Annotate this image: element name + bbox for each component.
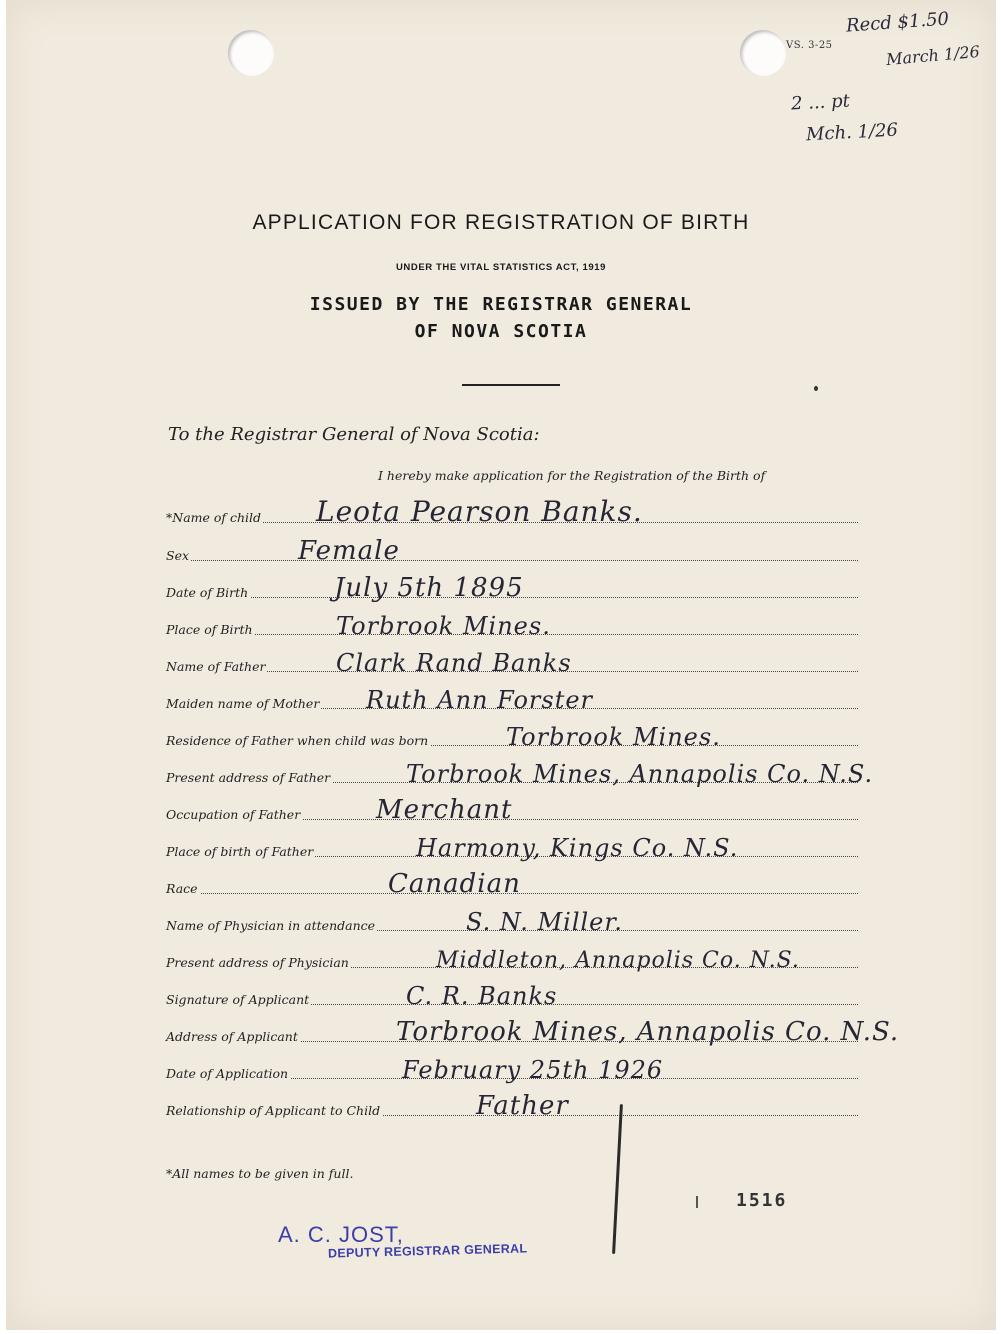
field-value-handwritten: February 25th 1926 bbox=[402, 1056, 664, 1084]
field-label: Maiden name of Mother bbox=[166, 696, 320, 711]
form-row bbox=[166, 947, 858, 971]
form-row bbox=[166, 795, 858, 825]
pencil-stroke bbox=[612, 1104, 623, 1254]
field-value-handwritten: July 5th 1895 bbox=[334, 573, 524, 603]
field-value-handwritten: Middleton, Annapolis Co. N.S. bbox=[436, 948, 800, 973]
form-row bbox=[166, 1091, 858, 1121]
handwritten-note-date-2: Mch. 1/26 bbox=[805, 119, 899, 146]
footnote: *All names to be given in full. bbox=[166, 1166, 354, 1181]
field-value-handwritten: Father bbox=[476, 1091, 569, 1121]
form-row bbox=[166, 910, 858, 934]
handwritten-note-date: March 1/26 bbox=[885, 41, 981, 70]
form-row bbox=[166, 760, 874, 788]
field-value-handwritten: Leota Pearson Banks. bbox=[316, 495, 643, 528]
form-row bbox=[166, 725, 858, 749]
field-value-handwritten: Clark Rand Banks bbox=[336, 649, 572, 677]
form-row bbox=[166, 984, 858, 1008]
field-label: Place of birth of Father bbox=[166, 844, 314, 859]
stamp-name: A. C. JOST, bbox=[278, 1222, 404, 1247]
field-label: Address of Applicant bbox=[166, 1029, 298, 1044]
field-value-handwritten: Harmony, Kings Co. N.S. bbox=[416, 834, 739, 862]
issuer-line-2: OF NOVA SCOTIA bbox=[414, 321, 588, 342]
field-label: Occupation of Father bbox=[166, 807, 301, 822]
field-label: Residence of Father when child was born bbox=[166, 733, 429, 748]
handwritten-note-receipt: Recd $1.50 bbox=[845, 8, 950, 37]
field-label: Relationship of Applicant to Child bbox=[166, 1103, 381, 1118]
field-label: Place of Birth bbox=[166, 622, 253, 637]
form-row bbox=[166, 869, 858, 899]
sequence-number: 1516 bbox=[736, 1190, 788, 1211]
field-label: Present address of Father bbox=[166, 770, 331, 785]
issuer-line-1: ISSUED BY THE REGISTRAR GENERAL bbox=[309, 294, 693, 315]
form-row bbox=[166, 614, 858, 638]
sequence-tick bbox=[696, 1196, 698, 1208]
field-label: Signature of Applicant bbox=[166, 992, 310, 1007]
addressee-line: To the Registrar General of Nova Scotia: bbox=[168, 424, 540, 445]
field-label: Race bbox=[166, 881, 198, 896]
form-row bbox=[166, 1058, 858, 1082]
form-row bbox=[166, 651, 858, 675]
field-label: Present address of Physician bbox=[166, 955, 349, 970]
field-label: Date of Application bbox=[166, 1066, 289, 1081]
form-row bbox=[166, 495, 858, 528]
form-row bbox=[166, 688, 858, 712]
field-label: *Name of child bbox=[166, 510, 262, 525]
field-value-handwritten: Torbrook Mines. bbox=[506, 723, 721, 751]
field-value-handwritten: Female bbox=[298, 536, 400, 566]
field-value-handwritten: Torbrook Mines, Annapolis Co. N.S. bbox=[396, 1017, 900, 1047]
field-value-handwritten: Canadian bbox=[388, 869, 521, 899]
field-value-handwritten: Ruth Ann Forster bbox=[366, 686, 594, 714]
form-number: VS. 3-25 bbox=[786, 40, 833, 51]
punch-hole-left bbox=[228, 30, 274, 76]
field-value-handwritten: S. N. Miller. bbox=[466, 908, 623, 936]
field-label: Name of Father bbox=[166, 659, 266, 674]
handwritten-note-copy: 2 ... pt bbox=[790, 90, 851, 115]
form-row bbox=[166, 1017, 900, 1047]
intro-line: I hereby make application for the Registration of the Birth of bbox=[378, 468, 766, 483]
form-row bbox=[166, 536, 858, 566]
field-value-handwritten: Torbrook Mines. bbox=[336, 612, 551, 640]
ink-speck bbox=[814, 386, 818, 391]
field-value-handwritten: Torbrook Mines, Annapolis Co. N.S. bbox=[406, 760, 874, 788]
field-label: Name of Physician in attendance bbox=[166, 918, 376, 933]
field-value-handwritten: C. R. Banks bbox=[406, 982, 558, 1010]
form-row bbox=[166, 836, 858, 860]
punch-hole-right bbox=[740, 30, 786, 76]
field-value-handwritten: Merchant bbox=[376, 795, 513, 825]
title-divider bbox=[462, 384, 560, 386]
act-subtitle: UNDER THE VITAL STATISTICS ACT, 1919 bbox=[395, 262, 607, 273]
document-title: APPLICATION FOR REGISTRATION OF BIRTH bbox=[252, 211, 750, 234]
birth-application-form bbox=[6, 0, 996, 1330]
stamp-title: DEPUTY REGISTRAR GENERAL bbox=[327, 1241, 528, 1261]
field-label: Sex bbox=[166, 548, 190, 563]
dotted-line bbox=[166, 560, 858, 561]
field-label: Date of Birth bbox=[166, 585, 249, 600]
form-row bbox=[166, 573, 858, 603]
